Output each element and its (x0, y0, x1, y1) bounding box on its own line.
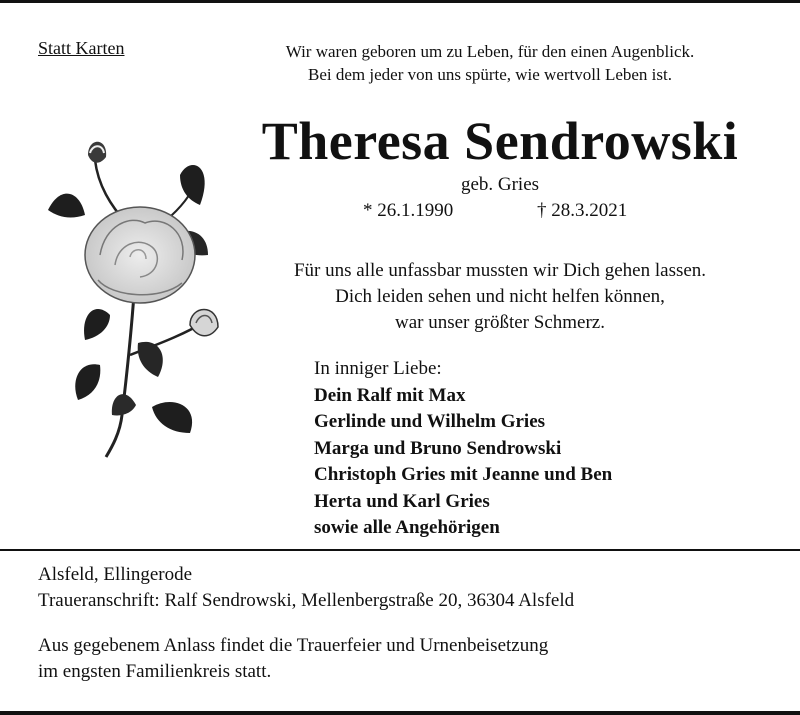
notice-line: im engsten Familienkreis statt. (38, 661, 272, 682)
funeral-notice (38, 633, 548, 685)
location-block (38, 562, 574, 614)
notice-line: Aus gegebenem Anlass findet die Trauerfeier und Urnenbeisetzung (38, 635, 549, 656)
top-border (0, 0, 800, 3)
rose-illustration (40, 115, 235, 460)
condolence-verse (240, 258, 760, 336)
mourner-name: Herta und Karl Gries (314, 490, 490, 512)
verse-line: war unser größter Schmerz. (395, 312, 605, 333)
motto-line: Wir waren geboren um zu Leben, für den einen Augenblick. (285, 42, 695, 61)
mourners-heading: In inniger Liebe: (314, 358, 442, 379)
location: Alsfeld, Ellingerode (38, 564, 193, 585)
bottom-border (0, 711, 800, 715)
mourner-name: Christoph Gries mit Jeanne und Ben (314, 464, 613, 485)
mourner-name: sowie alle Angehörigen (314, 517, 500, 538)
death-date: † 28.3.2021 (537, 200, 628, 221)
section-divider (0, 549, 800, 551)
verse-line: Dich leiden sehen und nicht helfen können, (335, 286, 665, 307)
mourner-name: Dein Ralf mit Max (314, 384, 466, 406)
verse-line: Für uns alle unfassbar mussten wir Dich gehen lassen. (293, 260, 707, 281)
motto (255, 40, 725, 86)
deceased-name: Theresa Sendrowski (261, 111, 739, 171)
mourner-name: Gerlinde und Wilhelm Gries (314, 411, 546, 432)
motto-line: Bei dem jeder von uns spürte, wie wertvoll Leben ist. (308, 65, 672, 84)
statt-karten-label: Statt Karten (38, 38, 125, 58)
mourning-address: Traueranschrift: Ralf Sendrowski, Mellenbergstraße 20, 36304 Alsfeld (38, 590, 575, 611)
birth-name: geb. Gries (460, 174, 540, 195)
mourner-name: Marga und Bruno Sendrowski (314, 437, 562, 459)
mourners-list (314, 356, 612, 542)
birth-date: * 26.1.1990 (363, 200, 454, 221)
